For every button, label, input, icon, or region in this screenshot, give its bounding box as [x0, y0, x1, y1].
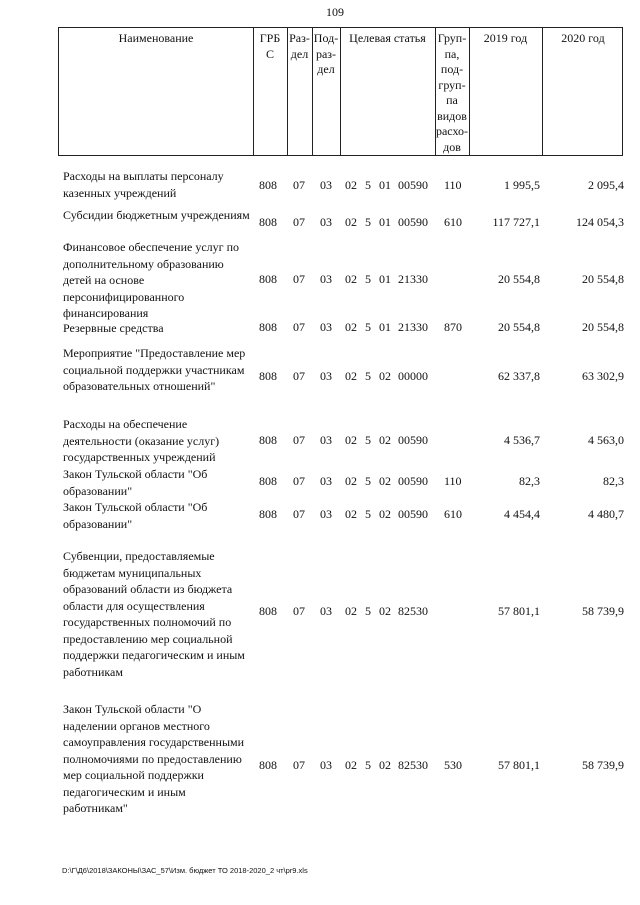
row-name: Субвенции, предоставляемые бюджетам муниципальных образований области из бюджета области для осуществления государственных полномочий по предоставлению мер социальной поддержки педагогическим и иным работникам: [63, 549, 245, 679]
razdel: 07: [293, 215, 305, 229]
target-subprogram: 5: [365, 272, 371, 286]
grbs: 808: [259, 320, 277, 334]
grbs: 808: [259, 474, 277, 488]
podrazdel: 03: [320, 758, 332, 772]
target-event: 01: [379, 320, 391, 334]
value-2020: 58 739,9: [582, 758, 624, 772]
grbs: 808: [259, 604, 277, 618]
value-2020: 20 554,8: [582, 272, 624, 286]
target-direction: 00590: [398, 178, 428, 192]
target-subprogram: 5: [365, 178, 371, 192]
expense-type: 610: [444, 507, 462, 521]
target-subprogram: 5: [365, 474, 371, 488]
podrazdel: 03: [320, 320, 332, 334]
target-subprogram: 5: [365, 507, 371, 521]
value-2019: 20 554,8: [498, 272, 540, 286]
target-event: 02: [379, 507, 391, 521]
value-2020: 58 739,9: [582, 604, 624, 618]
target-direction: 82530: [398, 758, 428, 772]
expense-type: 110: [444, 178, 462, 192]
row-name: Закон Тульской области "О наделении органов местного самоуправления государственными полномочиями по предоставлению мер социальной поддержки педагогическим и иным работникам": [63, 702, 245, 815]
row-name: Расходы на обеспечение деятельности (оказание услуг) государственных учреждений: [63, 417, 220, 464]
razdel: 07: [293, 178, 305, 192]
header-grbs: ГРБ С: [259, 31, 281, 61]
value-2019: 57 801,1: [498, 604, 540, 618]
target-program: 02: [345, 272, 357, 286]
target-event: 02: [379, 433, 391, 447]
value-2019: 4 536,7: [504, 433, 540, 447]
target-subprogram: 5: [365, 215, 371, 229]
row-name: Субсидии бюджетным учреждениям: [63, 208, 250, 222]
value-2020: 2 095,4: [588, 178, 624, 192]
podrazdel: 03: [320, 604, 332, 618]
target-direction: 00590: [398, 215, 428, 229]
grbs: 808: [259, 758, 277, 772]
podrazdel: 03: [320, 215, 332, 229]
podrazdel: 03: [320, 369, 332, 383]
value-2019: 57 801,1: [498, 758, 540, 772]
target-event: 02: [379, 758, 391, 772]
header-podrazdel: Под- раз- дел: [313, 31, 339, 76]
row-name: Мероприятие "Предоставление мер социальной поддержки участникам образовательных отношений": [63, 346, 246, 393]
col-divider: [542, 28, 543, 155]
target-program: 02: [345, 369, 357, 383]
grbs: 808: [259, 272, 277, 286]
expense-type: 610: [444, 215, 462, 229]
target-program: 02: [345, 507, 357, 521]
target-program: 02: [345, 433, 357, 447]
target-direction: 00590: [398, 474, 428, 488]
row-name: Расходы на выплаты персоналу казенных учреждений: [63, 169, 224, 200]
grbs: 808: [259, 433, 277, 447]
podrazdel: 03: [320, 272, 332, 286]
value-2020: 20 554,8: [582, 320, 624, 334]
razdel: 07: [293, 433, 305, 447]
row-name: Резервные средства: [63, 321, 164, 335]
target-direction: 21330: [398, 320, 428, 334]
value-2019: 62 337,8: [498, 369, 540, 383]
razdel: 07: [293, 507, 305, 521]
value-2019: 1 995,5: [504, 178, 540, 192]
value-2019: 117 727,1: [492, 215, 540, 229]
col-divider: [340, 28, 341, 155]
grbs: 808: [259, 178, 277, 192]
target-program: 02: [345, 604, 357, 618]
target-event: 01: [379, 178, 391, 192]
target-subprogram: 5: [365, 369, 371, 383]
target-program: 02: [345, 474, 357, 488]
target-direction: 00000: [398, 369, 428, 383]
value-2020: 82,3: [603, 474, 624, 488]
target-event: 02: [379, 604, 391, 618]
row-name: Закон Тульской области "Об образовании": [63, 500, 208, 531]
podrazdel: 03: [320, 178, 332, 192]
file-path-footer: D:\Г\Д6\2018\ЗАКОНЫ\ЗАС_57\Изм. бюджет ТО 2018-2020_2 чт\pr9.xls: [62, 866, 308, 875]
grbs: 808: [259, 369, 277, 383]
target-event: 02: [379, 474, 391, 488]
target-event: 01: [379, 215, 391, 229]
header-2019: 2019 год: [483, 31, 528, 45]
header-target: Целевая статья: [349, 31, 426, 45]
razdel: 07: [293, 369, 305, 383]
target-subprogram: 5: [365, 320, 371, 334]
target-event: 02: [379, 369, 391, 383]
podrazdel: 03: [320, 507, 332, 521]
razdel: 07: [293, 758, 305, 772]
row-name: Закон Тульской области "Об образовании": [63, 467, 208, 498]
header-2020: 2020 год: [561, 31, 605, 45]
podrazdel: 03: [320, 474, 332, 488]
podrazdel: 03: [320, 433, 332, 447]
target-program: 02: [345, 215, 357, 229]
grbs: 808: [259, 215, 277, 229]
value-2019: 82,3: [519, 474, 540, 488]
header-group: Груп- па, под- груп- па видов расхо- дов: [435, 31, 469, 154]
header-name: Наименование: [118, 31, 194, 45]
value-2019: 4 454,4: [504, 507, 540, 521]
target-direction: 82530: [398, 604, 428, 618]
expense-type: 110: [444, 474, 462, 488]
value-2020: 124 054,3: [576, 215, 624, 229]
table-header: [58, 27, 623, 156]
row-name: Финансовое обеспечение услуг по дополнительному образованию детей на основе персонифицированного финансирования: [63, 240, 239, 320]
razdel: 07: [293, 474, 305, 488]
value-2020: 4 480,7: [588, 507, 624, 521]
page-number: 109: [326, 5, 344, 19]
target-direction: 21330: [398, 272, 428, 286]
target-direction: 00590: [398, 433, 428, 447]
value-2019: 20 554,8: [498, 320, 540, 334]
target-program: 02: [345, 758, 357, 772]
target-subprogram: 5: [365, 758, 371, 772]
target-subprogram: 5: [365, 604, 371, 618]
expense-type: 530: [444, 758, 462, 772]
target-program: 02: [345, 178, 357, 192]
value-2020: 63 302,9: [582, 369, 624, 383]
expense-type: 870: [444, 320, 462, 334]
target-subprogram: 5: [365, 433, 371, 447]
razdel: 07: [293, 320, 305, 334]
razdel: 07: [293, 272, 305, 286]
target-event: 01: [379, 272, 391, 286]
grbs: 808: [259, 507, 277, 521]
target-program: 02: [345, 320, 357, 334]
target-direction: 00590: [398, 507, 428, 521]
col-divider: [469, 28, 470, 155]
razdel: 07: [293, 604, 305, 618]
value-2020: 4 563,0: [588, 433, 624, 447]
header-razdel: Раз- дел: [289, 31, 310, 61]
